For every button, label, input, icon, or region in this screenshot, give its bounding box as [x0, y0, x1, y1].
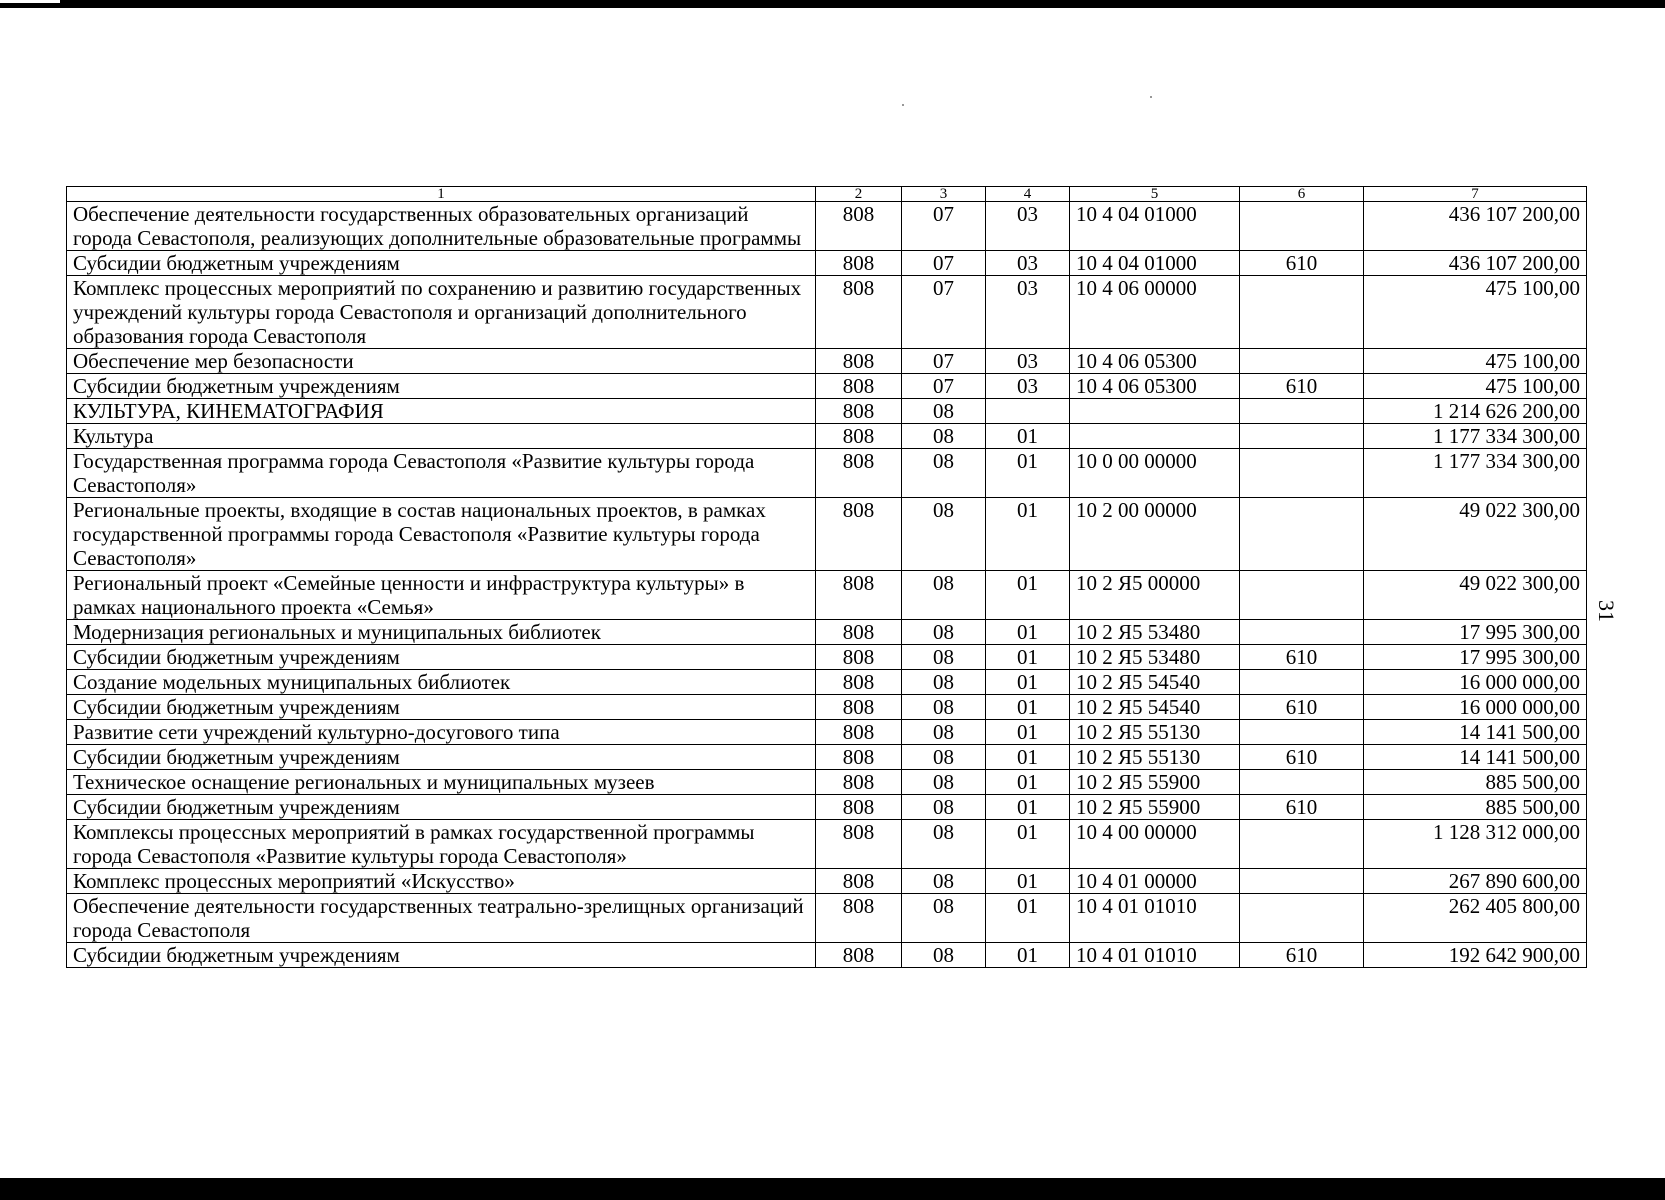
row-col5-cell: 10 4 01 01010 [1070, 894, 1240, 943]
table-row [67, 695, 1587, 720]
row-col6-cell: 610 [1240, 943, 1364, 968]
page-number: 31 [1594, 600, 1619, 622]
row-col4-cell: 01 [986, 695, 1070, 720]
row-col7-cell: 49 022 300,00 [1364, 498, 1587, 571]
row-col4-cell: 01 [986, 449, 1070, 498]
row-col5-cell: 10 4 00 00000 [1070, 820, 1240, 869]
row-name-cell: Комплекс процессных мероприятий по сохранению и развитию государственных учреждений культуры города Севастополя и организаций дополнительного образования города Севастополя [67, 276, 816, 349]
row-col4-cell: 01 [986, 943, 1070, 968]
row-col7-cell: 1 214 626 200,00 [1364, 399, 1587, 424]
row-col3-cell: 08 [902, 820, 986, 869]
row-col2-cell: 808 [816, 251, 902, 276]
row-name-cell: Комплексы процессных мероприятий в рамках государственной программы города Севастополя «Развитие культуры города Севастополя» [67, 820, 816, 869]
row-name-cell: Субсидии бюджетным учреждениям [67, 745, 816, 770]
row-col2-cell: 808 [816, 795, 902, 820]
row-col7-cell: 475 100,00 [1364, 276, 1587, 349]
row-col7-cell: 17 995 300,00 [1364, 620, 1587, 645]
row-col2-cell: 808 [816, 670, 902, 695]
row-col4-cell: 01 [986, 869, 1070, 894]
table-row [67, 449, 1587, 498]
row-name-cell: Комплекс процессных мероприятий «Искусство» [67, 869, 816, 894]
row-col3-cell: 08 [902, 449, 986, 498]
row-name-cell: Развитие сети учреждений культурно-досугового типа [67, 720, 816, 745]
row-col3-cell: 07 [902, 374, 986, 399]
row-col2-cell: 808 [816, 869, 902, 894]
row-col5-cell: 10 4 04 01000 [1070, 251, 1240, 276]
row-name-cell: Субсидии бюджетным учреждениям [67, 374, 816, 399]
row-col6-cell: 610 [1240, 695, 1364, 720]
table-row [67, 720, 1587, 745]
header-row [67, 187, 1587, 202]
row-col2-cell: 808 [816, 645, 902, 670]
row-col3-cell: 07 [902, 251, 986, 276]
row-name-cell: Техническое оснащение региональных и муниципальных музеев [67, 770, 816, 795]
table-row [67, 770, 1587, 795]
row-col5-cell: 10 2 Я5 00000 [1070, 571, 1240, 620]
row-col7-cell: 1 177 334 300,00 [1364, 424, 1587, 449]
row-col6-cell [1240, 820, 1364, 869]
row-name-cell: Государственная программа города Севастополя «Развитие культуры города Севастополя» [67, 449, 816, 498]
table-row [67, 869, 1587, 894]
column-header: 2 [816, 187, 902, 202]
row-col3-cell: 07 [902, 349, 986, 374]
scan-top-border [0, 0, 1665, 8]
scan-speck [902, 104, 904, 106]
table-row [67, 374, 1587, 399]
row-col4-cell [986, 399, 1070, 424]
row-col4-cell: 01 [986, 894, 1070, 943]
row-col5-cell: 10 2 Я5 55130 [1070, 720, 1240, 745]
row-col2-cell: 808 [816, 571, 902, 620]
row-col4-cell: 01 [986, 571, 1070, 620]
table-row [67, 349, 1587, 374]
row-col2-cell: 808 [816, 745, 902, 770]
row-col5-cell: 10 4 01 00000 [1070, 869, 1240, 894]
row-col6-cell [1240, 424, 1364, 449]
row-col5-cell: 10 2 Я5 53480 [1070, 645, 1240, 670]
row-col2-cell: 808 [816, 424, 902, 449]
row-name-cell: КУЛЬТУРА, КИНЕМАТОГРАФИЯ [67, 399, 816, 424]
row-col7-cell: 885 500,00 [1364, 770, 1587, 795]
scan-top-corner [0, 0, 60, 3]
row-col4-cell: 01 [986, 770, 1070, 795]
row-col3-cell: 08 [902, 770, 986, 795]
row-col6-cell [1240, 449, 1364, 498]
row-col2-cell: 808 [816, 894, 902, 943]
row-col7-cell: 436 107 200,00 [1364, 202, 1587, 251]
row-col7-cell: 14 141 500,00 [1364, 720, 1587, 745]
row-col7-cell: 17 995 300,00 [1364, 645, 1587, 670]
row-col7-cell: 267 890 600,00 [1364, 869, 1587, 894]
row-col3-cell: 08 [902, 424, 986, 449]
row-col7-cell: 262 405 800,00 [1364, 894, 1587, 943]
row-name-cell: Создание модельных муниципальных библиотек [67, 670, 816, 695]
row-col4-cell: 03 [986, 349, 1070, 374]
row-col5-cell [1070, 424, 1240, 449]
row-col6-cell [1240, 770, 1364, 795]
row-col4-cell: 01 [986, 795, 1070, 820]
row-col3-cell: 08 [902, 498, 986, 571]
row-col4-cell: 01 [986, 670, 1070, 695]
row-col6-cell [1240, 571, 1364, 620]
row-col4-cell: 03 [986, 374, 1070, 399]
row-name-cell: Субсидии бюджетным учреждениям [67, 695, 816, 720]
row-col3-cell: 08 [902, 695, 986, 720]
table-row [67, 424, 1587, 449]
row-col2-cell: 808 [816, 349, 902, 374]
row-col6-cell [1240, 869, 1364, 894]
row-name-cell: Региональные проекты, входящие в состав национальных проектов, в рамках государственной программы города Севастополя «Развитие культуры города Севастополя» [67, 498, 816, 571]
row-col6-cell: 610 [1240, 251, 1364, 276]
row-col2-cell: 808 [816, 720, 902, 745]
row-col5-cell: 10 4 01 01010 [1070, 943, 1240, 968]
table-row [67, 202, 1587, 251]
row-col4-cell: 01 [986, 498, 1070, 571]
table-row [67, 894, 1587, 943]
row-col6-cell [1240, 670, 1364, 695]
row-col2-cell: 808 [816, 202, 902, 251]
row-col2-cell: 808 [816, 770, 902, 795]
row-col5-cell: 10 4 04 01000 [1070, 202, 1240, 251]
row-col5-cell: 10 2 Я5 55900 [1070, 795, 1240, 820]
row-col3-cell: 07 [902, 276, 986, 349]
table-row [67, 820, 1587, 869]
row-name-cell: Региональный проект «Семейные ценности и инфраструктура культуры» в рамках национального проекта «Семья» [67, 571, 816, 620]
row-col4-cell: 01 [986, 620, 1070, 645]
row-col4-cell: 01 [986, 720, 1070, 745]
row-col5-cell: 10 4 06 05300 [1070, 374, 1240, 399]
row-col3-cell: 08 [902, 720, 986, 745]
row-col4-cell: 03 [986, 251, 1070, 276]
table-row [67, 795, 1587, 820]
row-col6-cell: 610 [1240, 795, 1364, 820]
table-row [67, 498, 1587, 571]
column-header: 3 [902, 187, 986, 202]
row-col6-cell [1240, 276, 1364, 349]
row-col5-cell: 10 2 Я5 53480 [1070, 620, 1240, 645]
budget-table [66, 186, 1587, 968]
row-col3-cell: 08 [902, 571, 986, 620]
row-col3-cell: 08 [902, 943, 986, 968]
table-row [67, 571, 1587, 620]
row-col5-cell: 10 2 00 00000 [1070, 498, 1240, 571]
row-col3-cell: 08 [902, 745, 986, 770]
column-header: 5 [1070, 187, 1240, 202]
row-col6-cell [1240, 720, 1364, 745]
scan-speck [1150, 96, 1152, 98]
row-col4-cell: 01 [986, 424, 1070, 449]
row-col5-cell: 10 0 00 00000 [1070, 449, 1240, 498]
row-name-cell: Субсидии бюджетным учреждениям [67, 943, 816, 968]
row-col6-cell [1240, 620, 1364, 645]
row-col2-cell: 808 [816, 449, 902, 498]
row-col6-cell [1240, 349, 1364, 374]
row-col6-cell: 610 [1240, 745, 1364, 770]
row-name-cell: Субсидии бюджетным учреждениям [67, 795, 816, 820]
column-header: 4 [986, 187, 1070, 202]
row-col4-cell: 03 [986, 276, 1070, 349]
row-col7-cell: 16 000 000,00 [1364, 695, 1587, 720]
table-row [67, 251, 1587, 276]
row-col7-cell: 1 128 312 000,00 [1364, 820, 1587, 869]
row-col6-cell [1240, 399, 1364, 424]
row-name-cell: Обеспечение деятельности государственных театрально-зрелищных организаций города Севастополя [67, 894, 816, 943]
row-col6-cell: 610 [1240, 645, 1364, 670]
row-col3-cell: 08 [902, 399, 986, 424]
row-col7-cell: 49 022 300,00 [1364, 571, 1587, 620]
table-row [67, 943, 1587, 968]
row-col7-cell: 436 107 200,00 [1364, 251, 1587, 276]
row-col5-cell: 10 2 Я5 55900 [1070, 770, 1240, 795]
row-name-cell: Обеспечение мер безопасности [67, 349, 816, 374]
table-row [67, 399, 1587, 424]
row-col2-cell: 808 [816, 820, 902, 869]
row-name-cell: Субсидии бюджетным учреждениям [67, 251, 816, 276]
row-col4-cell: 01 [986, 745, 1070, 770]
row-col5-cell: 10 2 Я5 55130 [1070, 745, 1240, 770]
table-row [67, 276, 1587, 349]
row-col6-cell [1240, 894, 1364, 943]
row-col3-cell: 08 [902, 869, 986, 894]
row-col2-cell: 808 [816, 620, 902, 645]
row-col5-cell: 10 2 Я5 54540 [1070, 695, 1240, 720]
row-col4-cell: 01 [986, 820, 1070, 869]
row-col7-cell: 885 500,00 [1364, 795, 1587, 820]
table-row [67, 745, 1587, 770]
row-col3-cell: 08 [902, 894, 986, 943]
table-row [67, 645, 1587, 670]
row-col7-cell: 16 000 000,00 [1364, 670, 1587, 695]
row-col2-cell: 808 [816, 276, 902, 349]
column-header: 1 [67, 187, 816, 202]
row-col7-cell: 192 642 900,00 [1364, 943, 1587, 968]
row-col7-cell: 14 141 500,00 [1364, 745, 1587, 770]
row-name-cell: Обеспечение деятельности государственных образовательных организаций города Севастополя, реализующих дополнительные образовательные программы [67, 202, 816, 251]
row-col7-cell: 475 100,00 [1364, 374, 1587, 399]
row-col5-cell: 10 4 06 05300 [1070, 349, 1240, 374]
row-col2-cell: 808 [816, 498, 902, 571]
row-col4-cell: 01 [986, 645, 1070, 670]
row-col2-cell: 808 [816, 399, 902, 424]
row-col4-cell: 03 [986, 202, 1070, 251]
row-col6-cell: 610 [1240, 374, 1364, 399]
row-col2-cell: 808 [816, 943, 902, 968]
row-name-cell: Субсидии бюджетным учреждениям [67, 645, 816, 670]
row-col3-cell: 08 [902, 795, 986, 820]
row-col5-cell: 10 4 06 00000 [1070, 276, 1240, 349]
row-col3-cell: 08 [902, 670, 986, 695]
row-col6-cell [1240, 498, 1364, 571]
row-name-cell: Модернизация региональных и муниципальных библиотек [67, 620, 816, 645]
row-name-cell: Культура [67, 424, 816, 449]
scan-bottom-border [0, 1178, 1665, 1200]
row-col5-cell [1070, 399, 1240, 424]
row-col7-cell: 475 100,00 [1364, 349, 1587, 374]
table-row [67, 670, 1587, 695]
row-col2-cell: 808 [816, 374, 902, 399]
row-col3-cell: 08 [902, 645, 986, 670]
row-col3-cell: 07 [902, 202, 986, 251]
row-col5-cell: 10 2 Я5 54540 [1070, 670, 1240, 695]
column-header: 6 [1240, 187, 1364, 202]
row-col6-cell [1240, 202, 1364, 251]
row-col7-cell: 1 177 334 300,00 [1364, 449, 1587, 498]
row-col3-cell: 08 [902, 620, 986, 645]
table-row [67, 620, 1587, 645]
row-col2-cell: 808 [816, 695, 902, 720]
column-header: 7 [1364, 187, 1587, 202]
